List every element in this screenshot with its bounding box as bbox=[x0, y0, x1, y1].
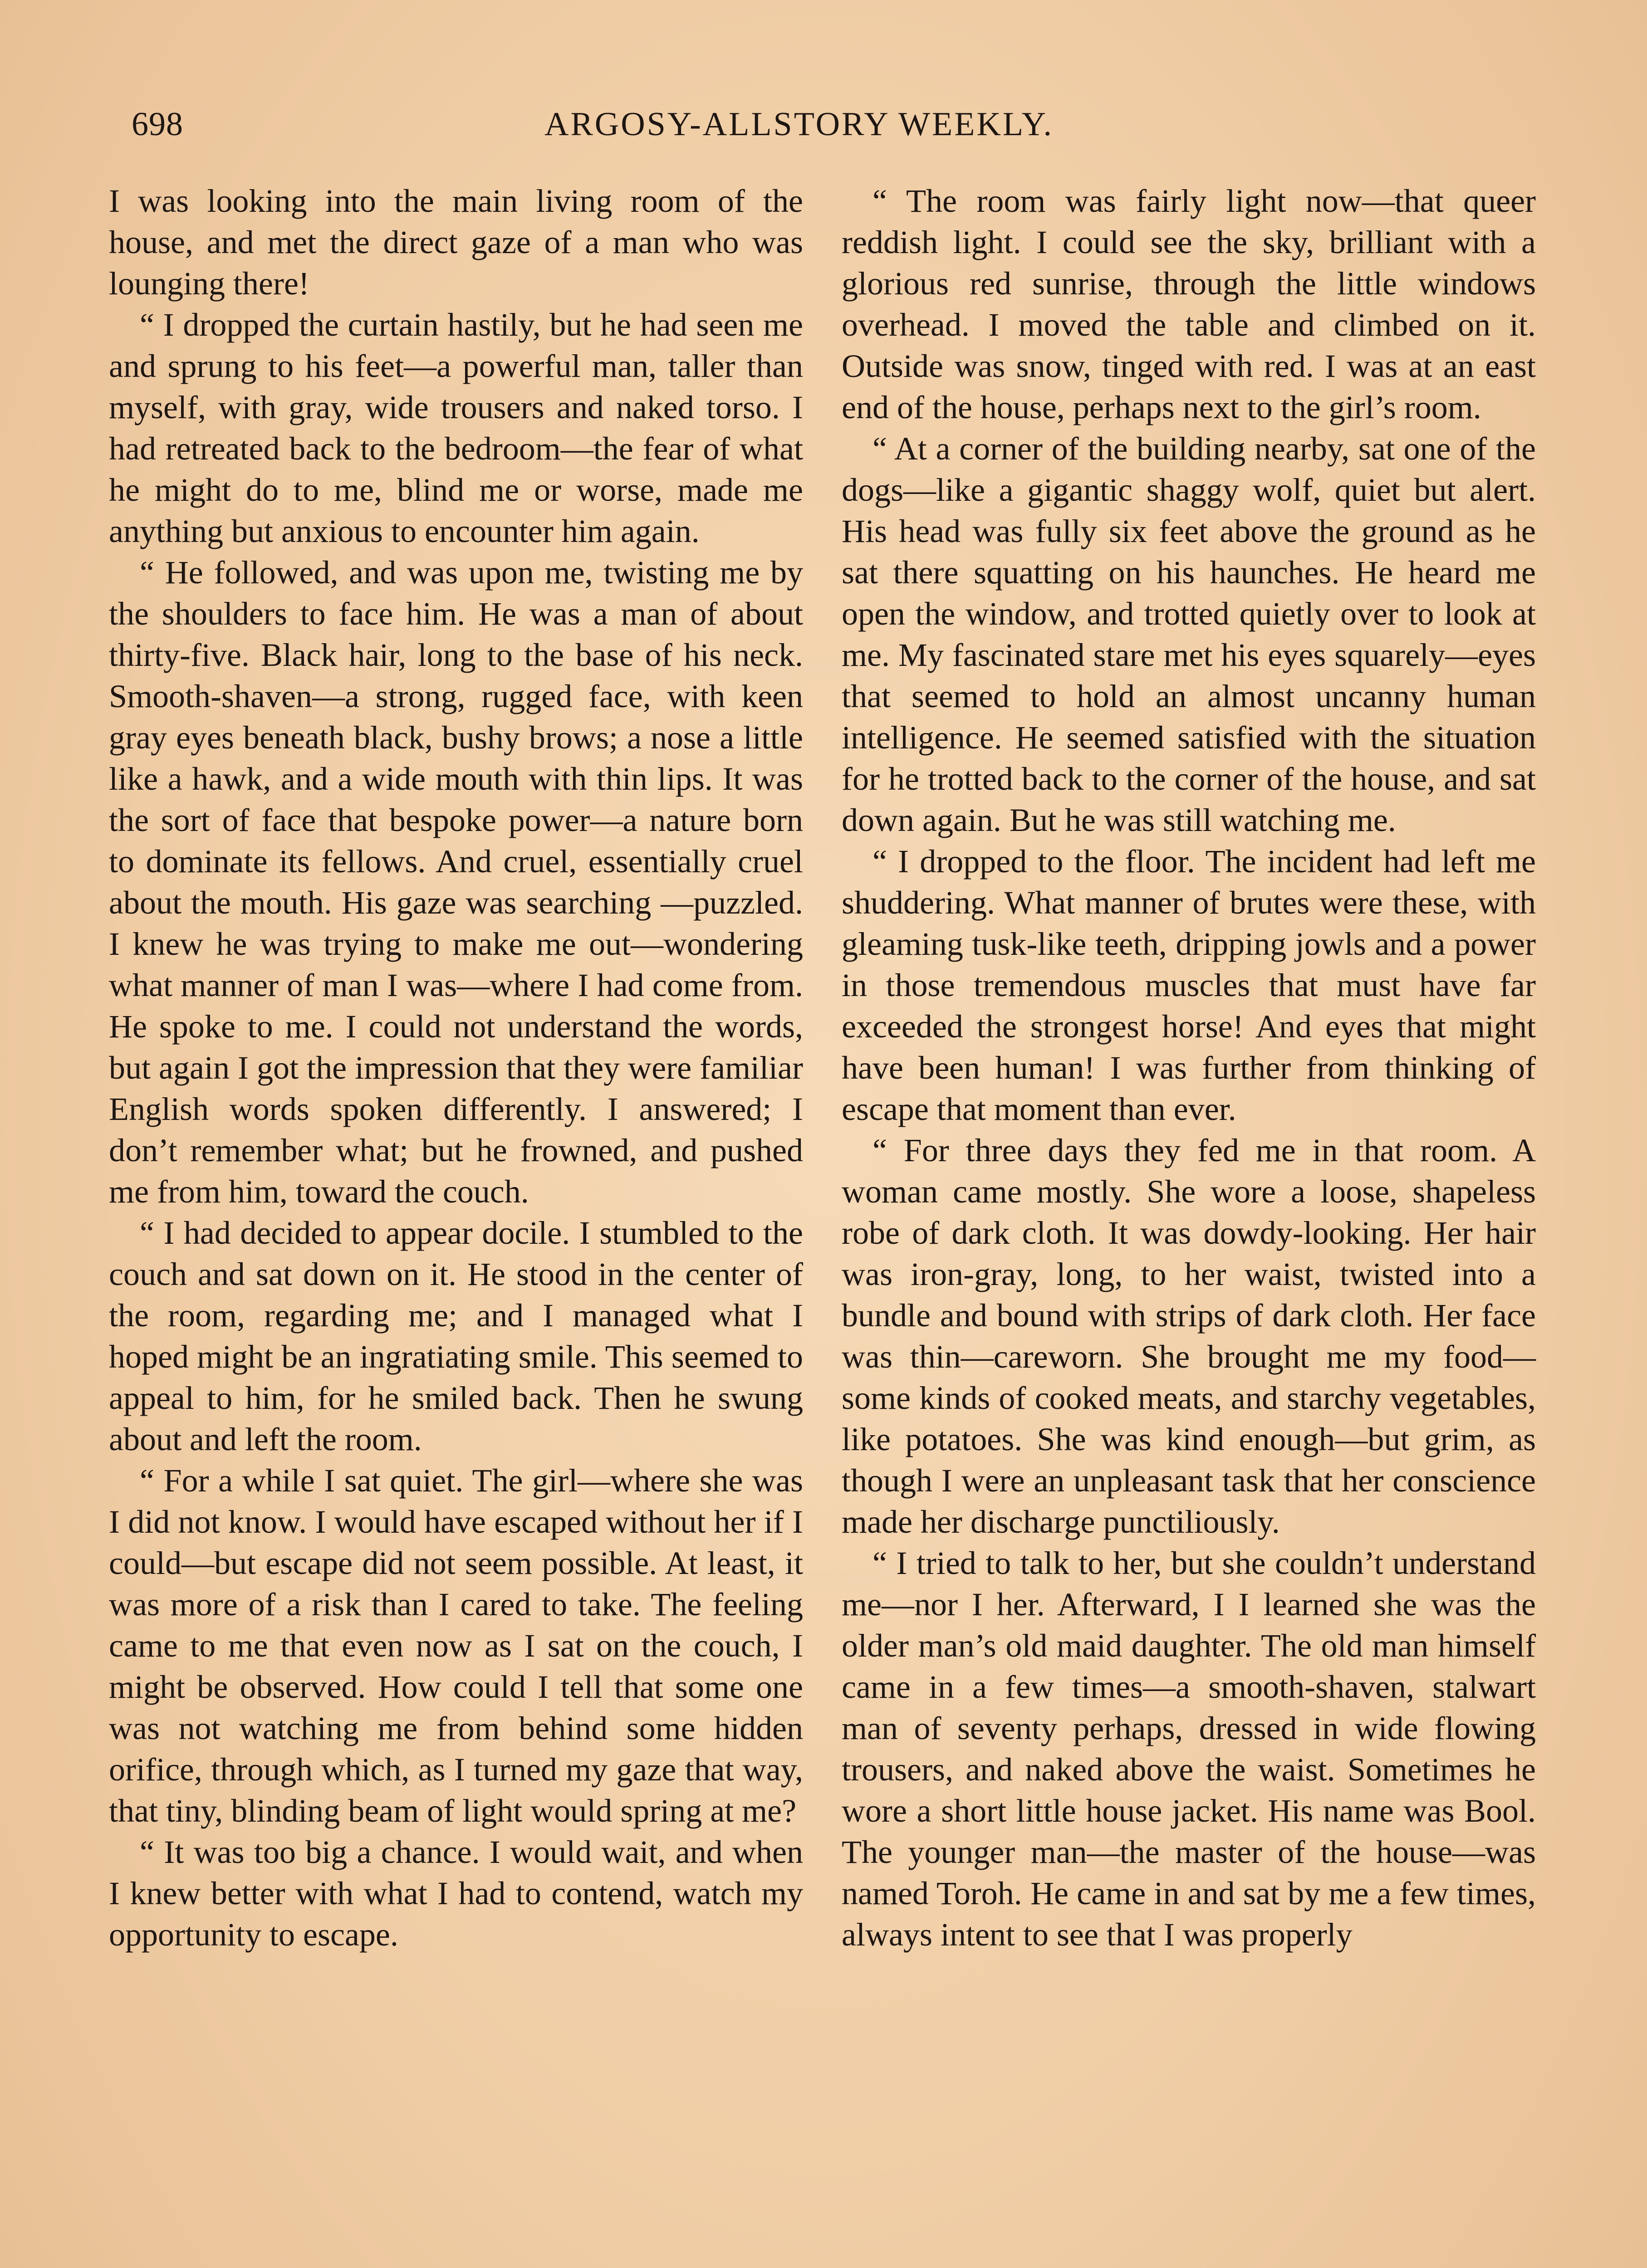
paragraph: “ I dropped the curtain hastily, but he had seen me and sprung to his feet—a powerful man, taller than myself, with gray, wide trousers and naked torso. I had retreated back to the bedroom—the fear of what he might do to me, blind me or worse, made me anything but anxious to encounter him again. bbox=[109, 307, 803, 549]
right-column bbox=[842, 181, 1536, 1955]
paragraph: “ I had decided to appear docile. I stumbled to the couch and sat down on it. He stood in the center of the room, regarding me; and I managed what I hoped might be an ingratiating smile. This seemed to appeal to him, for he smiled back. Then he swung about and left the room. bbox=[109, 1215, 803, 1457]
paragraph: “ He followed, and was upon me, twisting me by the shoulders to face him. He was a man of about thirty-five. Black hair, long to the base of his neck. Smooth-shaven—a strong, rugged face, with keen gray eyes beneath black, bushy brows; a nose a little like a hawk, and a wide mouth with thin lips. It was the sort of face that bespoke power—a nature born to dominate its fellows. And cruel, essentially cruel about the mouth. His gaze was searching —puzzled. I knew he was trying to make me out—wondering what manner of man I was—where I had come from. He spoke to me. I could not understand the words, but again I got the impression that they were familiar English words spoken differently. I answered; I don’t remember what; but he frowned, and pushed me from him, toward the couch. bbox=[109, 554, 803, 1210]
page-header bbox=[0, 105, 1647, 155]
paragraph: “ It was too big a chance. I would wait, and when I knew better with what I had to contend, watch my opportunity to escape. bbox=[109, 1834, 803, 1953]
page-number: 698 bbox=[132, 106, 183, 143]
paragraph: “ For three days they fed me in that room. A woman came mostly. She wore a loose, shapeless robe of dark cloth. It was dowdy-looking. Her hair was iron-gray, long, to her waist, twisted into a bundle and bound with strips of dark cloth. Her face was thin—careworn. She brought me my food—some kinds of cooked meats, and starchy vegetables, like potatoes. She was kind enough—but grim, as though I were an unpleasant task that her conscience made her discharge punctiliously. bbox=[842, 1132, 1536, 1540]
paragraph: “ At a corner of the building nearby, sat one of the dogs—like a gigantic shaggy wolf, quiet but alert. His head was fully six feet above the ground as he sat there squatting on his haunches. He heard me open the window, and trotted quietly over to look at me. My fascinated stare met his eyes squarely—eyes that seemed to hold an almost uncanny human intelligence. He seemed satisfied with the situation for he trotted back to the corner of the house, and sat down again. But he was still watching me. bbox=[842, 430, 1536, 838]
left-column bbox=[109, 181, 803, 1955]
running-title: ARGOSY-ALLSTORY WEEKLY. bbox=[544, 106, 1054, 143]
paragraph: “ For a while I sat quiet. The girl—where she was I did not know. I would have escaped without her if I could—but escape did not seem possible. At least, it was more of a risk than I cared to take. The feeling came to me that even now as I sat on the couch, I might be observed. How could I tell that some one was not watching me from behind some hidden orifice, through which, as I turned my gaze that way, that tiny, blinding beam of light would spring at me? bbox=[109, 1462, 803, 1829]
paragraph: “ I tried to talk to her, but she couldn’t understand me—nor I her. Afterward, I I learned she was the older man’s old maid daughter. The old man himself came in a few times—a smooth-shaven, stalwart man of seventy perhaps, dressed in wide flowing trousers, and naked above the waist. Sometimes he wore a short little house jacket. His name was Bool. The younger man—the master of the house—was named Toroh. He came in and sat by me a few times, always intent to see that I was properly bbox=[842, 1545, 1536, 1953]
paragraph: I was looking into the main living room of the house, and met the direct gaze of a man who was lounging there! bbox=[109, 183, 803, 302]
paragraph: “ I dropped to the floor. The incident had left me shuddering. What manner of brutes were these, with gleaming tusk-like teeth, dripping jowls and a power in those tremendous muscles that must have far exceeded the strongest horse! And eyes that might have been human! I was further from thinking of escape that moment than ever. bbox=[842, 843, 1536, 1127]
paragraph: “ The room was fairly light now—that queer reddish light. I could see the sky, brilliant with a glorious red sunrise, through the little windows overhead. I moved the table and climbed on it. Outside was snow, tinged with red. I was at an east end of the house, perhaps next to the girl’s room. bbox=[842, 183, 1536, 425]
